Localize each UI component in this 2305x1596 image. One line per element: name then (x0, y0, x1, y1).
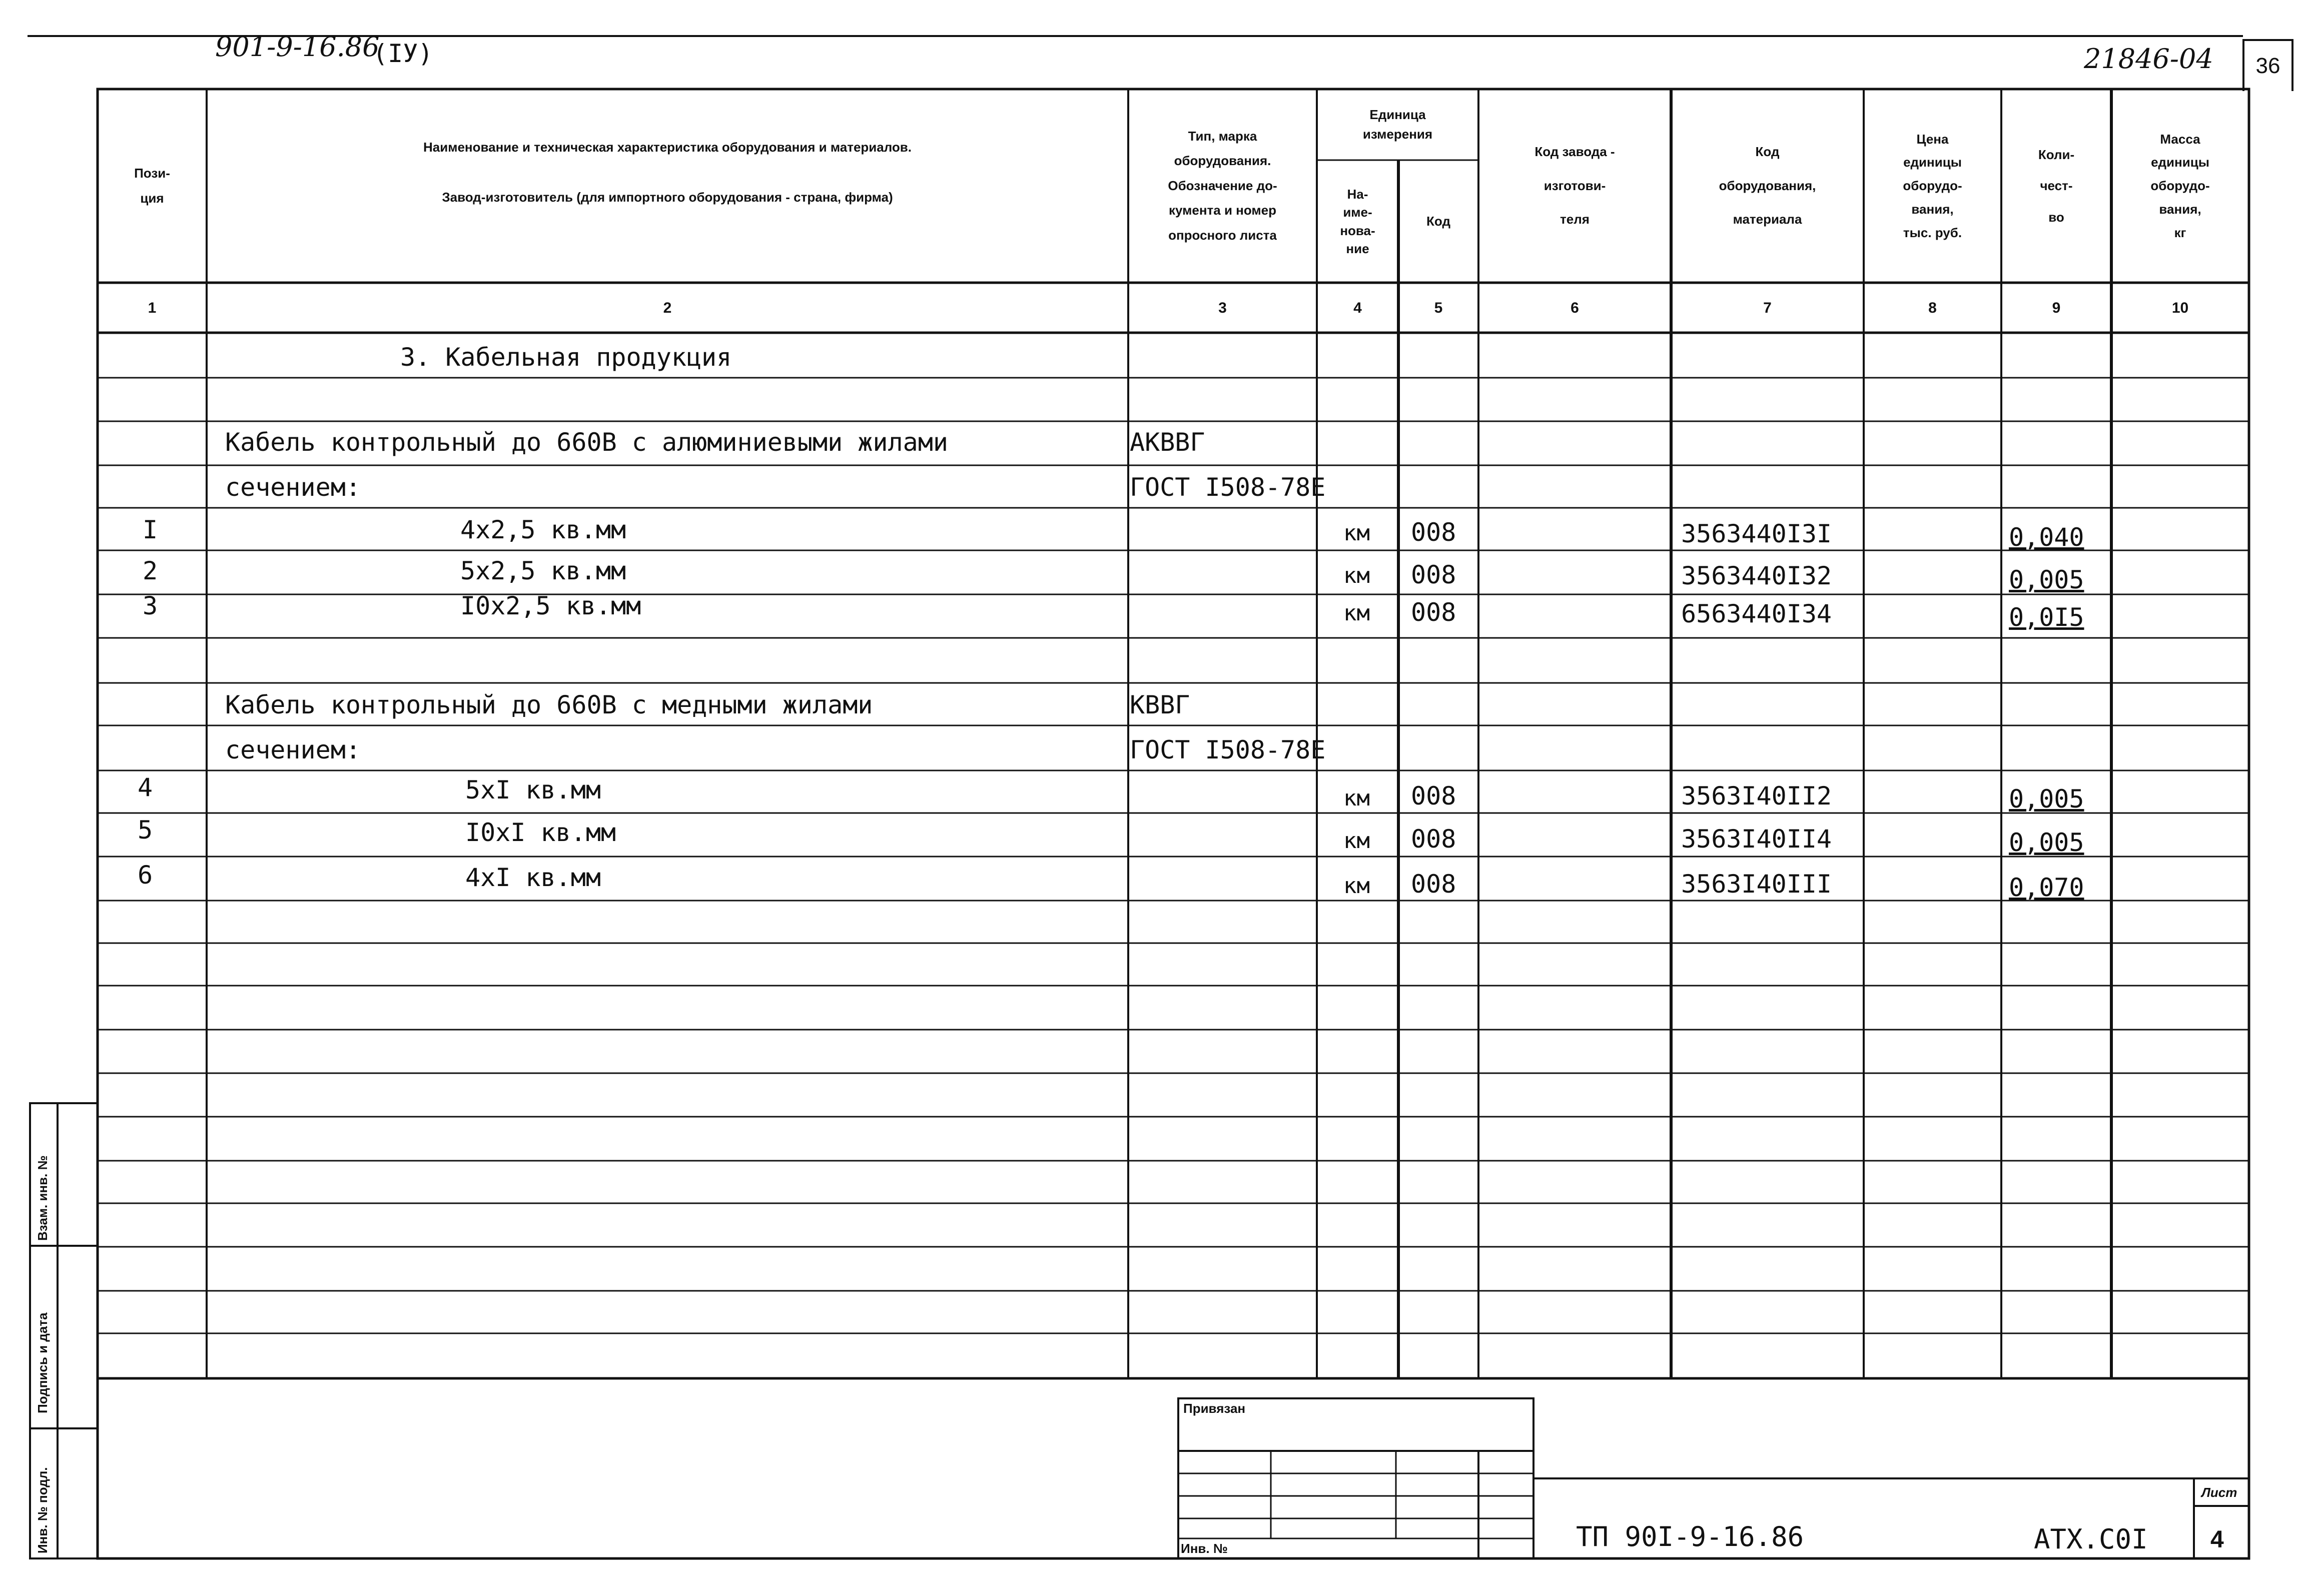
project-code: 901-9-16.86 (215, 31, 380, 63)
item-name: сечением: (225, 735, 361, 764)
item-unit-code: 008 (1411, 560, 1456, 589)
item-quantity: 0,070 (2009, 873, 2084, 902)
col-number: 8 (1928, 299, 1937, 316)
item-name: I0х2,5 кв.мм (460, 591, 641, 620)
header-name-line1: Наименование и техническая характеристика оборудования и материалов. (423, 140, 912, 155)
document-mark: АТХ.С0I (2034, 1523, 2148, 1555)
item-material-code: 3563440I32 (1681, 561, 1832, 590)
side-label-exchange: Взам. инв. № (35, 1155, 50, 1241)
item-unit: км (1343, 563, 1370, 588)
stamp-inv: Инв. № (1181, 1541, 1228, 1556)
header-price: Цена единицы оборудо- вания, тыс. руб. (1903, 131, 1962, 240)
item-unit: км (1343, 600, 1370, 626)
item-material-code: 3563I40III (1681, 870, 1832, 899)
document-code: ТП 90I-9-16.86 (1576, 1521, 1804, 1552)
item-quantity: 0,005 (2009, 784, 2084, 814)
page-number: 36 (2242, 39, 2293, 91)
item-type: КВВГ (1130, 690, 1190, 719)
col-number: 3 (1218, 299, 1227, 316)
item-position: 5 (138, 816, 153, 845)
header-unit-code: Код (1426, 213, 1450, 229)
item-position: I (143, 515, 158, 544)
header-units: Единица измерения (1362, 107, 1433, 142)
header-type: Тип, марка оборудования. Обозначение до- кумента и номер опросного листа (1168, 129, 1277, 243)
side-label-sign: Подпись и дата (35, 1312, 50, 1413)
item-unit-code: 008 (1411, 518, 1456, 547)
item-material-code: 3563I40II4 (1681, 825, 1832, 854)
col-number: 2 (663, 299, 672, 316)
item-type: АКВВГ (1130, 428, 1205, 457)
item-unit-code: 008 (1411, 825, 1456, 854)
col-number: 1 (148, 299, 157, 316)
inventory-number: 21846-04 (2084, 43, 2213, 75)
item-name: 5хI кв.мм (465, 775, 601, 805)
item-type: ГОСТ I508-78Е (1130, 735, 1326, 764)
col-number: 5 (1434, 299, 1443, 316)
header-factory-code: Код завода - изготови- теля (1534, 144, 1615, 227)
album-number: (IУ) (373, 39, 433, 68)
item-quantity: 0,0I5 (2009, 603, 2084, 632)
col-number: 9 (2052, 299, 2061, 316)
header-quantity: Коли- чест- во (2038, 147, 2075, 225)
header-mass: Масса единицы оборудо- вания, кг (2150, 131, 2210, 240)
item-unit: км (1343, 785, 1370, 811)
item-unit-code: 008 (1411, 781, 1456, 811)
item-name: 5х2,5 кв.мм (460, 556, 626, 585)
col-number: 6 (1571, 299, 1579, 316)
item-unit-code: 008 (1411, 870, 1456, 899)
col-number: 4 (1353, 299, 1362, 316)
item-material-code: 3563440I3I (1681, 519, 1832, 548)
item-material-code: 3563I40II2 (1681, 781, 1832, 811)
item-unit: км (1343, 520, 1370, 546)
header-name-line2: Завод-изготовитель (для импортного оборудования - страна, фирма) (442, 190, 893, 205)
item-quantity: 0,005 (2009, 828, 2084, 857)
header-unit-name: На- име- нова- ние (1340, 186, 1375, 256)
header-position: Пози- ция (134, 166, 170, 206)
col-number: 10 (2171, 299, 2189, 316)
item-name: I0хI кв.мм (465, 818, 616, 847)
item-position: 2 (143, 556, 158, 585)
item-quantity: 0,040 (2009, 523, 2084, 552)
item-quantity: 0,005 (2009, 565, 2084, 594)
item-unit: км (1343, 873, 1370, 899)
sheet-label: Лист (2201, 1485, 2237, 1500)
item-position: 3 (143, 591, 158, 620)
item-position: 4 (138, 773, 153, 802)
sheet-number: 4 (2210, 1526, 2224, 1553)
side-label-inv-orig: Инв. № подл. (35, 1467, 50, 1553)
item-unit-code: 008 (1411, 598, 1456, 627)
item-name: Кабель контрольный до 660В с медными жилами (225, 690, 873, 719)
item-name: сечением: (225, 473, 361, 502)
stamp-linked: Привязан (1183, 1401, 1246, 1416)
item-type: ГОСТ I508-78Е (1130, 473, 1326, 502)
item-unit: км (1343, 828, 1370, 854)
item-position: 6 (138, 861, 153, 890)
item-name: 4х2,5 кв.мм (460, 515, 626, 544)
header-material-code: Код оборудования, материала (1719, 144, 1816, 227)
item-name: Кабель контрольный до 660В с алюминиевыми жилами (225, 428, 948, 457)
col-number: 7 (1763, 299, 1772, 316)
item-name: 4хI кв.мм (465, 863, 601, 892)
item-material-code: 6563440I34 (1681, 599, 1832, 628)
section-title: 3. Кабельная продукция (400, 343, 732, 372)
